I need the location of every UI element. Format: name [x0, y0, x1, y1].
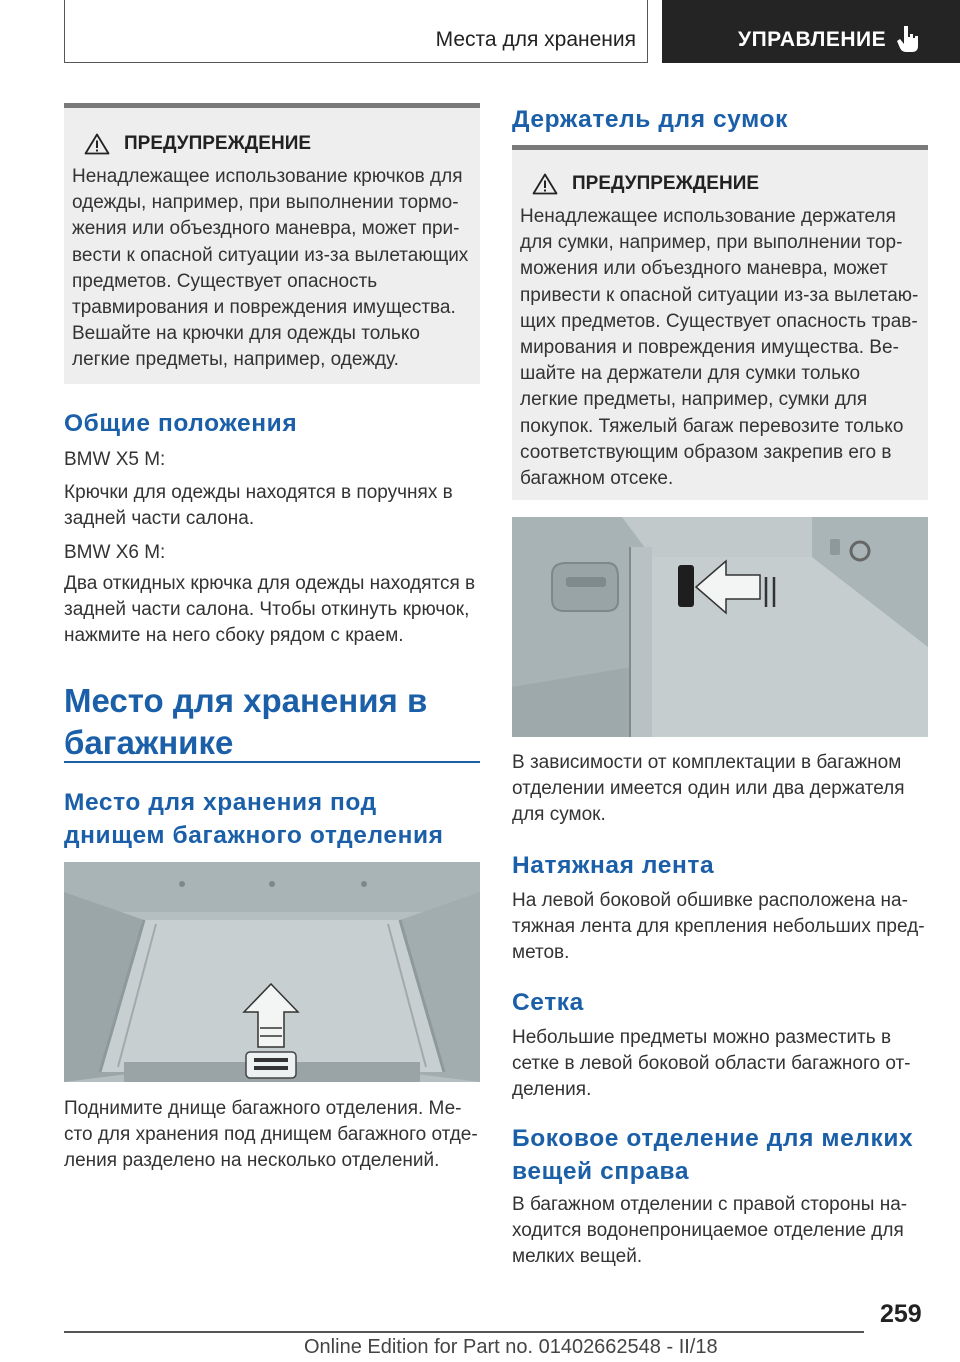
heading-net: Сетка: [512, 989, 584, 1016]
warning-title: ПРЕДУПРЕЖДЕНИЕ: [124, 133, 312, 154]
paragraph-side-compartment: В багажном отделении с правой стороны находится водонепроницаемое отделение для мелких вещей.: [512, 1194, 908, 1268]
heading-side-compartment: Боковое отделение для мелких вещей справа: [512, 1125, 914, 1185]
heading-strap: Натяжная лента: [512, 852, 715, 879]
paragraph-x5m: BMW X5 M:: [64, 449, 166, 470]
warning-box-bag-holder: [512, 150, 928, 500]
paragraph-x6m-hooks: Два откидных крючка для одежды находятся в задней части салона. Чтобы откинуть крючок, нажмите на него сбоку рядом с краем.: [64, 573, 476, 647]
footer-edition: Online Edition for Part no. 01402662548 - II/18: [304, 1336, 718, 1358]
paragraph-x6m: BMW X6 M:: [64, 542, 166, 563]
paragraph-strap: На левой боковой обшивке расположена натяжная лента для крепления небольших предметов.: [512, 890, 925, 964]
warning-text: Ненадлежащее использование держателя для сумки, например, при выполнении торможения или объездного маневра, может привести к опасной ситуации из-за вылетающих предметов. Существует опасность травмирования и повреждения имущества. Вешайте на держатели для сумки только легкие предметы, например, сумки для покупок. Тяжелый багаж перевозите только соответствующим образом закрепив его в багажном отсеке.: [520, 206, 919, 490]
trunk-floor-photo: [64, 862, 480, 1082]
bag-holder-illustration: [512, 517, 928, 737]
warning-triangle-icon: [84, 133, 110, 155]
warning-title: ПРЕДУПРЕЖДЕНИЕ: [572, 173, 760, 194]
paragraph-net: Небольшие предметы можно разместить в сетке в левой боковой области багажного отделения.: [512, 1027, 911, 1101]
page-number: 259: [880, 1300, 922, 1328]
caption-bag-holder: В зависимости от комплектации в багажном отделении имеется один или два держателя для сумок.: [512, 752, 905, 826]
header-section-title: Места для хранения: [435, 28, 636, 51]
heading-bag-holder: Держатель для сумок: [512, 106, 788, 133]
section-title-trunk: Место для хранения в багажнике: [64, 682, 428, 761]
warning-header: [72, 108, 472, 158]
bag-holder-photo: [512, 517, 928, 737]
warning-triangle-icon: [532, 173, 558, 195]
warning-box-hooks: [64, 108, 480, 384]
warning-header: [520, 150, 920, 198]
paragraph-x5m-hooks: Крючки для одежды находятся в поручнях в задней части салона.: [64, 482, 453, 530]
header-chapter-label: УПРАВЛЕНИЕ: [738, 28, 887, 51]
footer-rule: [64, 1331, 864, 1333]
section-rule: [64, 761, 480, 763]
warning-text: Ненадлежащее использование крючков для одежды, например, при выполнении торможения или объездного маневра, может привести к опасной ситуации из-за вылетающих предметов. Существует опасность травмирования и повреждения имущества. Вешайте на крючки для одежды только легкие предметы, например, одежду.: [72, 166, 469, 371]
heading-underfloor: Место для хранения под днищем багажного отделения: [64, 789, 444, 849]
trunk-floor-illustration: [64, 862, 480, 1082]
heading-general: Общие положения: [64, 410, 298, 437]
caption-underfloor: Поднимите днище багажного отделения. Место для хранения под днищем багажного отделения разделено на несколько отделений.: [64, 1098, 478, 1172]
hand-pointer-icon: [896, 24, 922, 54]
